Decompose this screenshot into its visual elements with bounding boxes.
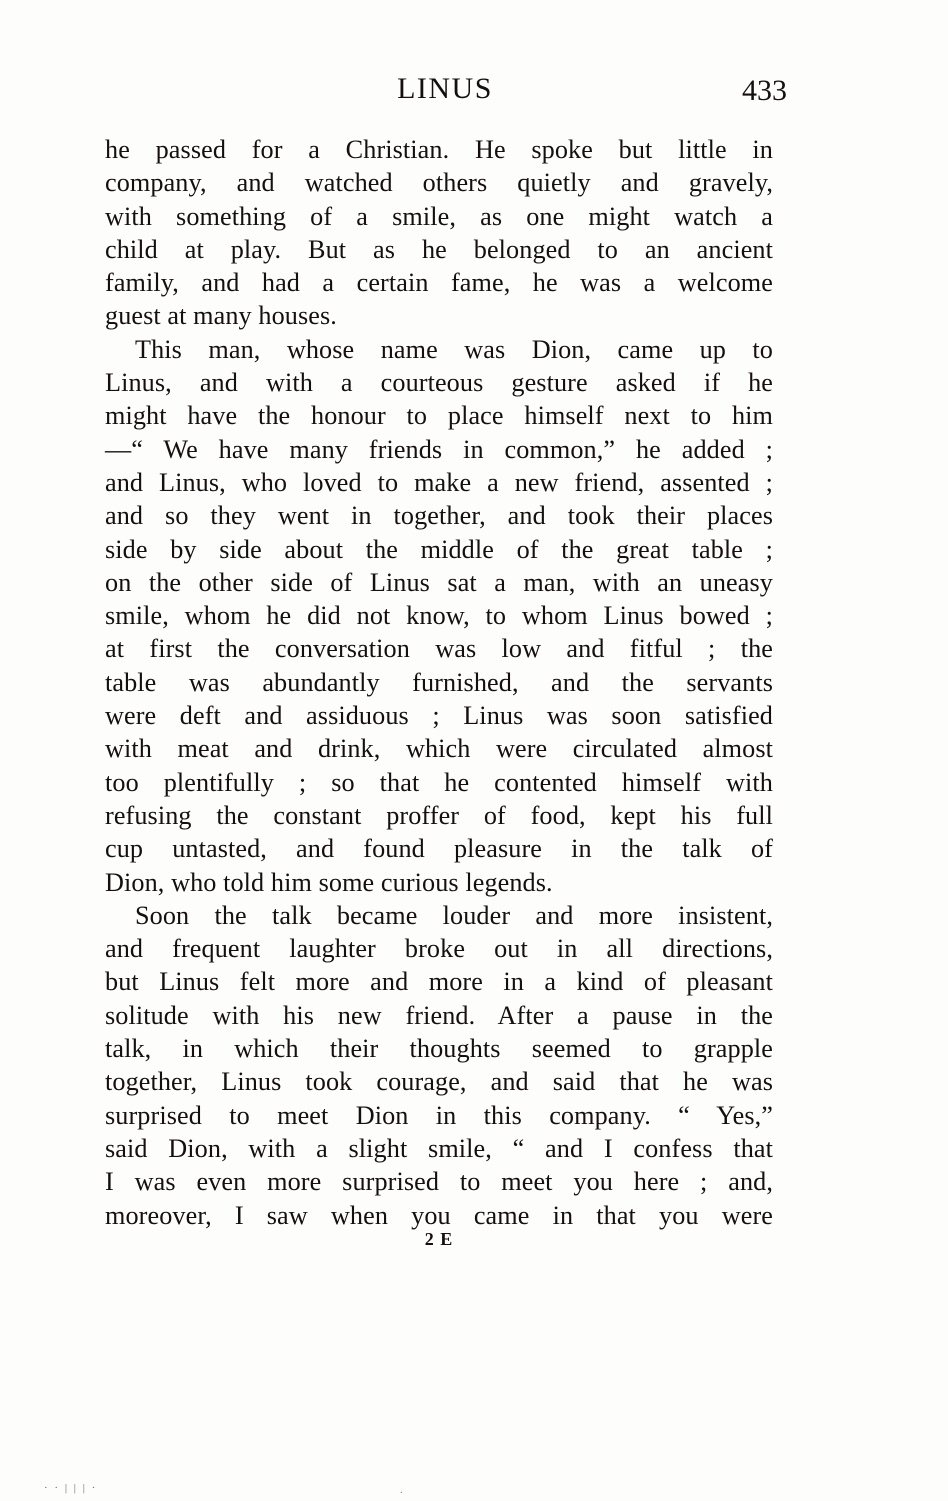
text-line	[105, 799, 773, 832]
text-line-content: with something of a smile, as one might watch a	[105, 201, 773, 231]
text-line	[105, 1099, 773, 1132]
text-line	[105, 632, 773, 665]
text-line	[105, 333, 773, 366]
text-line	[105, 1132, 773, 1165]
text-line-content: with meat and drink, which were circulated almost	[105, 734, 773, 764]
body-text	[105, 133, 773, 1232]
text-line	[105, 566, 773, 599]
text-line-content: family, and had a certain fame, he was a welcome	[105, 268, 773, 298]
text-line	[105, 433, 773, 466]
text-line-content: might have the honour to place himself next to him	[105, 401, 773, 431]
text-line-content: Linus, and with a courteous gesture asked if he	[105, 368, 773, 398]
text-line	[105, 999, 773, 1032]
text-line-content: refusing the constant proffer of food, kept his full	[105, 800, 773, 830]
text-line-content: but Linus felt more and more in a kind of pleasant	[105, 967, 773, 997]
text-line-content: and so they went in together, and took their places	[105, 501, 773, 531]
text-line-content: table was abundantly furnished, and the servants	[105, 667, 773, 697]
text-line-content: surprised to meet Dion in this company. “ Yes,”	[105, 1100, 773, 1130]
text-line	[105, 1032, 773, 1065]
text-line-content: were deft and assiduous ; Linus was soon satisfied	[105, 701, 773, 731]
text-line-content: I was even more surprised to meet you here ; and,	[105, 1167, 773, 1197]
text-line	[105, 1165, 773, 1198]
text-line-content: on the other side of Linus sat a man, with an uneasy	[105, 567, 773, 597]
text-line-content: said Dion, with a slight smile, “ and I confess that	[105, 1133, 773, 1163]
page-number: 433	[742, 74, 787, 107]
text-line-content: too plentifully ; so that he contented himself with	[105, 767, 773, 797]
text-line	[105, 533, 773, 566]
text-line	[105, 466, 773, 499]
text-line	[105, 266, 773, 299]
text-line-content: solitude with his new friend. After a pause in the	[105, 1000, 773, 1030]
text-line	[105, 299, 773, 332]
text-line-content: This man, whose name was Dion, came up to	[135, 334, 773, 364]
text-line	[105, 599, 773, 632]
text-line-content: Soon the talk became louder and more insistent,	[135, 900, 773, 930]
text-line	[105, 932, 773, 965]
text-line	[105, 699, 773, 732]
text-line-content: side by side about the middle of the great table ;	[105, 534, 773, 564]
text-line	[105, 1199, 773, 1232]
text-line	[105, 832, 773, 865]
text-line	[105, 166, 773, 199]
text-line-content: moreover, I saw when you came in that you were	[105, 1200, 773, 1230]
text-line	[105, 399, 773, 432]
text-line	[105, 233, 773, 266]
text-line-content: he passed for a Christian. He spoke but little in	[105, 135, 773, 164]
text-line	[105, 366, 773, 399]
signature-mark: 2 E	[424, 1229, 454, 1249]
text-line	[105, 133, 773, 166]
text-line-content: together, Linus took courage, and said that he was	[105, 1067, 773, 1097]
text-line-content: and Linus, who loved to make a new friend, assented ;	[105, 467, 773, 497]
page-header	[105, 72, 785, 116]
text-line	[105, 899, 773, 932]
text-line	[105, 866, 773, 899]
text-line-content: —“ We have many friends in common,” he added ;	[105, 434, 773, 464]
running-title: LINUS	[397, 72, 493, 105]
text-line	[105, 200, 773, 233]
text-line	[105, 666, 773, 699]
text-line-content: child at play. But as he belonged to an ancient	[105, 234, 773, 264]
text-line-content: cup untasted, and found pleasure in the talk of	[105, 834, 773, 864]
text-line-content: company, and watched others quietly and gravely,	[105, 168, 773, 198]
edge-mark-center: .	[400, 1484, 403, 1496]
text-line-content: smile, whom he did not know, to whom Linus bowed ;	[105, 601, 773, 631]
text-line-content: and frequent laughter broke out in all directions,	[105, 934, 773, 964]
text-line	[105, 766, 773, 799]
text-line	[105, 499, 773, 532]
text-line	[105, 1065, 773, 1098]
text-line-content: guest at many houses.	[105, 301, 337, 331]
text-line	[105, 732, 773, 765]
edge-mark-left: · · | | | ·	[44, 1482, 98, 1494]
text-line-content: at first the conversation was low and fitful ; the	[105, 634, 773, 664]
text-line	[105, 965, 773, 998]
text-line-content: talk, in which their thoughts seemed to grapple	[105, 1034, 773, 1064]
text-line-content: Dion, who told him some curious legends.	[105, 867, 553, 897]
